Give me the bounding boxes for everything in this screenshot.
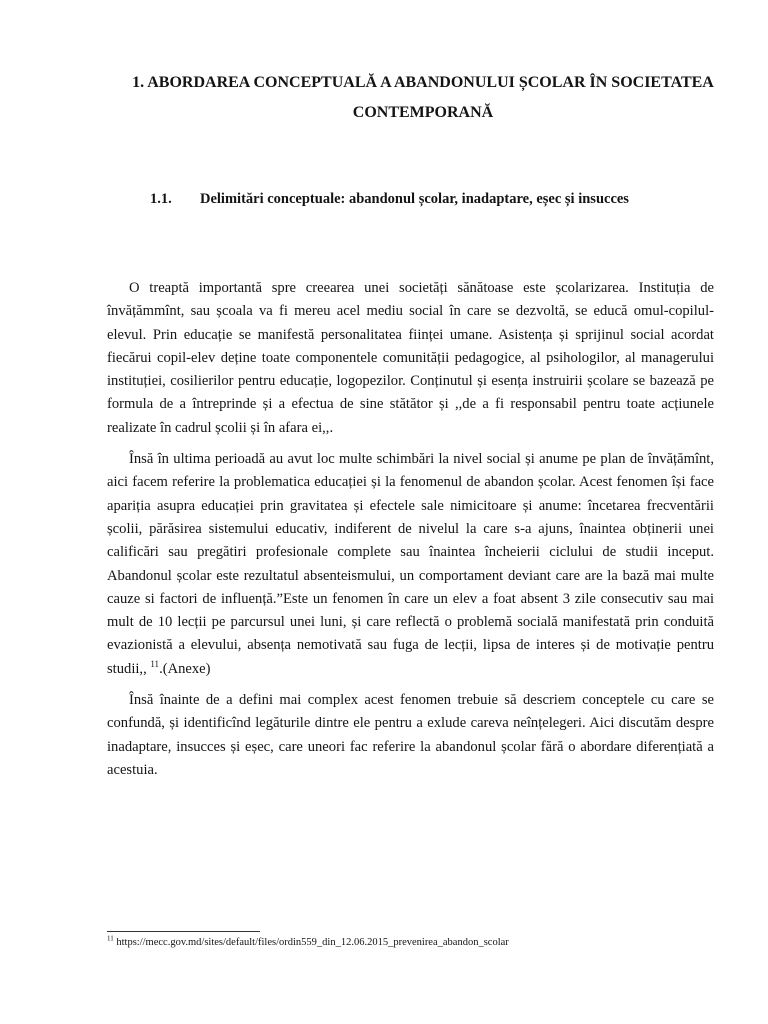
paragraph-2-suffix: .(Anexe) [159,660,211,677]
footnote-separator [107,931,260,932]
section-heading [150,188,710,210]
paragraph-1: O treaptă importantă spre creearea unei societăți sănătoase este școlarizarea. Instituția de învățămmînt, sau școala va fi mereu acel mediu social în care se dezvoltă, se educă omul-copilul-elevul. Prin educație se manifestă personalitatea ființei umane. Asistența și sprijinul social acordat fiecărui copil-elev deține toate componentele comunității pedagogice, al psihologilor, al managerului instituției, cosilierilor pentru educație, logopezilor. Conținutul și esența instruirii școlare se bazează pe formula de a întreprinde și a efectua de sine stătător și ,,de a fi responsabil pentru toate acțiunele realizate în cadrul școlii și în afara ei,,. [107,280,714,436]
page-title: 1. ABORDAREA CONCEPTUALĂ A ABANDONULUI ȘCOLAR ÎN SOCIETATEA CONTEMPORANĂ [132,74,714,121]
footnote-reference[interactable]: 11 [150,658,160,669]
paragraph-3: Însă înainte de a defini mai complex acest fenomen trebuie să descriem conceptele cu care se confundă, și identificînd legăturile dintre ele pentru a exlude careva neînțelegeri. Aici discutăm despre inadaptare, insucces și eșec, care uneori fac referire la abandonul școlar fără o abordare diferențiată a acestuia. [107,692,714,778]
footnote [107,936,714,950]
section-number: 1.1. [150,191,172,207]
footnote-number: 11 [107,934,114,943]
paragraph-2-text: Însă în ultima perioadă au avut loc multe schimbări la nivel social și anume pe plan de învățămînt, aici facem referire la problematica educației și la fenomenul de abandon școlar. Acest fenomen își face apariția asupra educației prin gravitatea și efectele sale nimicitoare și anume: încetarea frecventării școlii, părăsirea sistemului educativ, indiferent de nivelul la care s-a ajuns, înaintea obținerii unei calificări sau pregătiri profesionale complete sau înaintea încheierii ciclului de studii inceput. Abandonul școlar este rezultatul absenteismului, un comportament deviant care are la bază mai multe cauze si factori de influență.”Este un fenomen în care un elev a foat absent 3 zile consecutiv sau mai mult de 10 lecții pe parcursul unei luni, și care reflectă o problemă socială manifestată prin conduită evazionistă a elevului, absența nemotivată sau fuga de lecții, lipsa de interes și de motivație pentru studii,, [107,451,714,677]
paragraph-2 [107,448,714,681]
section-title: Delimitări conceptuale: abandonul școlar, inadaptare, eșec și insucces [200,191,629,207]
body-text [107,277,714,790]
footnote-link[interactable]: https://mecc.gov.md/sites/default/files/ordin559_din_12.06.2015_prevenirea_abandon_scolar [113,937,509,948]
